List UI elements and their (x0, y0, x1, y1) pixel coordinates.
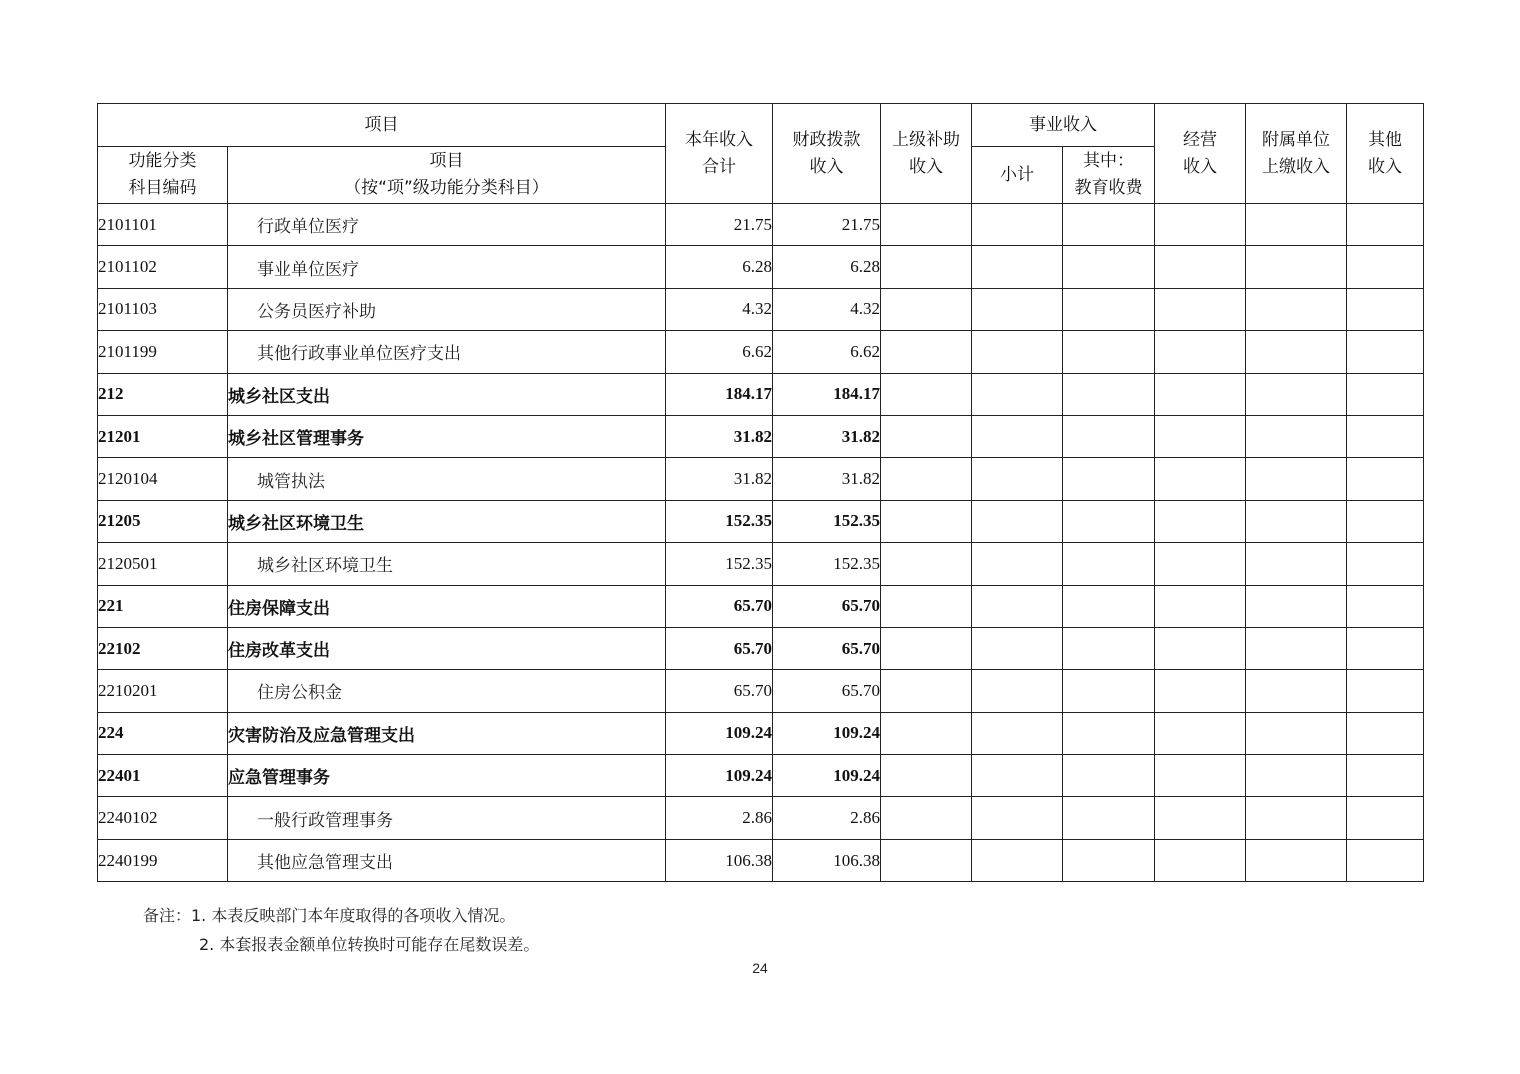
row-empty-cell (1063, 712, 1155, 754)
row-empty-cell (1246, 543, 1347, 585)
row-total: 65.70 (666, 670, 773, 712)
row-name: 城管执法 (228, 458, 666, 500)
header-subsidy-line2: 收入 (909, 156, 943, 177)
row-empty-cell (1347, 670, 1424, 712)
header-subsidy (881, 104, 972, 204)
table-row (98, 204, 1424, 246)
row-code: 224 (98, 712, 228, 754)
header-edu (1063, 147, 1155, 204)
row-empty-cell (1063, 670, 1155, 712)
row-fiscal: 152.35 (773, 543, 881, 585)
header-business: 事业收入 (972, 104, 1155, 147)
table-row (98, 288, 1424, 330)
header-other (1347, 104, 1424, 204)
header-subtotal: 小计 (972, 147, 1063, 204)
row-empty-cell (972, 373, 1063, 415)
row-total: 152.35 (666, 543, 773, 585)
row-empty-cell (881, 839, 972, 881)
row-empty-cell (972, 204, 1063, 246)
row-name: 一般行政管理事务 (228, 797, 666, 839)
row-empty-cell (1246, 204, 1347, 246)
row-empty-cell (1347, 458, 1424, 500)
row-empty-cell (972, 585, 1063, 627)
table-row (98, 712, 1424, 754)
row-empty-cell (1347, 415, 1424, 457)
row-empty-cell (1347, 246, 1424, 288)
row-empty-cell (972, 458, 1063, 500)
row-empty-cell (1155, 204, 1246, 246)
row-empty-cell (1063, 458, 1155, 500)
header-operating (1155, 104, 1246, 204)
row-name: 其他行政事业单位医疗支出 (228, 331, 666, 373)
row-empty-cell (1063, 373, 1155, 415)
row-empty-cell (1246, 415, 1347, 457)
header-name-line1: 项目 (429, 151, 464, 171)
row-empty-cell (1347, 712, 1424, 754)
row-empty-cell (972, 543, 1063, 585)
table-row (98, 627, 1424, 669)
row-fiscal: 4.32 (773, 288, 881, 330)
row-empty-cell (1155, 458, 1246, 500)
row-empty-cell (972, 627, 1063, 669)
row-empty-cell (972, 670, 1063, 712)
row-code: 2101102 (98, 246, 228, 288)
row-empty-cell (972, 288, 1063, 330)
row-total: 6.28 (666, 246, 773, 288)
row-code: 2240102 (98, 797, 228, 839)
row-empty-cell (1246, 331, 1347, 373)
note-line-1: 备注：1. 本表反映部门本年度取得的各项收入情况。 (143, 906, 516, 925)
row-code: 2210201 (98, 670, 228, 712)
row-empty-cell (1155, 797, 1246, 839)
header-code (98, 147, 228, 204)
header-fiscal (773, 104, 881, 204)
row-empty-cell (1155, 712, 1246, 754)
row-empty-cell (1246, 585, 1347, 627)
row-name: 城乡社区管理事务 (228, 415, 666, 457)
header-subsidy-line1: 上级补助 (892, 129, 960, 150)
header-other-line1: 其他 (1368, 129, 1402, 150)
row-empty-cell (881, 288, 972, 330)
row-fiscal: 6.28 (773, 246, 881, 288)
table-row (98, 755, 1424, 797)
row-empty-cell (1155, 543, 1246, 585)
row-code: 21201 (98, 415, 228, 457)
row-empty-cell (1155, 839, 1246, 881)
header-code-line1: 功能分类 (128, 151, 197, 171)
row-name: 事业单位医疗 (228, 246, 666, 288)
header-fiscal-line1: 财政拨款 (792, 129, 861, 150)
row-empty-cell (881, 543, 972, 585)
row-empty-cell (881, 585, 972, 627)
row-empty-cell (972, 712, 1063, 754)
row-empty-cell (1155, 288, 1246, 330)
row-fiscal: 65.70 (773, 670, 881, 712)
row-empty-cell (1347, 500, 1424, 542)
row-empty-cell (1347, 755, 1424, 797)
table-row (98, 670, 1424, 712)
row-empty-cell (972, 797, 1063, 839)
row-fiscal: 31.82 (773, 458, 881, 500)
row-empty-cell (1246, 839, 1347, 881)
header-name (228, 147, 666, 204)
row-fiscal: 65.70 (773, 585, 881, 627)
row-empty-cell (1063, 331, 1155, 373)
row-empty-cell (1063, 288, 1155, 330)
row-empty-cell (1347, 797, 1424, 839)
row-name: 住房保障支出 (228, 585, 666, 627)
row-empty-cell (1347, 839, 1424, 881)
row-empty-cell (881, 331, 972, 373)
row-empty-cell (972, 415, 1063, 457)
row-fiscal: 65.70 (773, 627, 881, 669)
row-empty-cell (1347, 585, 1424, 627)
income-table (97, 103, 1424, 882)
table-row (98, 331, 1424, 373)
row-empty-cell (1246, 712, 1347, 754)
row-empty-cell (1155, 627, 1246, 669)
row-total: 65.70 (666, 627, 773, 669)
row-empty-cell (881, 627, 972, 669)
row-total: 2.86 (666, 797, 773, 839)
row-empty-cell (1063, 755, 1155, 797)
row-empty-cell (1155, 500, 1246, 542)
row-total: 184.17 (666, 373, 773, 415)
row-empty-cell (1155, 373, 1246, 415)
row-fiscal: 184.17 (773, 373, 881, 415)
row-code: 221 (98, 585, 228, 627)
row-empty-cell (972, 839, 1063, 881)
row-total: 6.62 (666, 331, 773, 373)
row-total: 109.24 (666, 755, 773, 797)
header-total-line1: 本年收入 (685, 129, 753, 150)
row-empty-cell (972, 755, 1063, 797)
row-empty-cell (1246, 458, 1347, 500)
header-affiliate-line1: 附属单位 (1262, 129, 1330, 150)
row-empty-cell (1063, 543, 1155, 585)
table-row (98, 415, 1424, 457)
row-empty-cell (1246, 373, 1347, 415)
row-code: 2120104 (98, 458, 228, 500)
header-edu-line2: 教育收费 (1074, 178, 1143, 198)
header-fiscal-line2: 收入 (809, 156, 844, 177)
table-row (98, 373, 1424, 415)
row-empty-cell (881, 458, 972, 500)
header-operating-line1: 经营 (1183, 129, 1217, 150)
table-row (98, 543, 1424, 585)
header-total (666, 104, 773, 204)
row-code: 2120501 (98, 543, 228, 585)
row-total: 31.82 (666, 415, 773, 457)
row-empty-cell (1063, 585, 1155, 627)
row-name: 行政单位医疗 (228, 204, 666, 246)
row-code: 22401 (98, 755, 228, 797)
row-name: 城乡社区环境卫生 (228, 543, 666, 585)
row-empty-cell (972, 500, 1063, 542)
row-name: 其他应急管理支出 (228, 839, 666, 881)
row-empty-cell (1155, 670, 1246, 712)
row-fiscal: 109.24 (773, 712, 881, 754)
header-affiliate (1246, 104, 1347, 204)
row-name: 城乡社区环境卫生 (228, 500, 666, 542)
row-empty-cell (1063, 204, 1155, 246)
row-empty-cell (972, 331, 1063, 373)
row-code: 212 (98, 373, 228, 415)
header-other-line2: 收入 (1368, 156, 1402, 177)
row-empty-cell (881, 755, 972, 797)
row-empty-cell (1347, 627, 1424, 669)
header-affiliate-line2: 上缴收入 (1262, 156, 1330, 177)
row-code: 21205 (98, 500, 228, 542)
note-line-2: 2. 本套报表金额单位转换时可能存在尾数误差。 (199, 935, 540, 954)
row-empty-cell (881, 373, 972, 415)
row-fiscal: 152.35 (773, 500, 881, 542)
row-fiscal: 109.24 (773, 755, 881, 797)
row-empty-cell (881, 712, 972, 754)
row-total: 106.38 (666, 839, 773, 881)
row-name: 住房改革支出 (228, 627, 666, 669)
row-empty-cell (1155, 246, 1246, 288)
row-code: 22102 (98, 627, 228, 669)
row-empty-cell (1063, 627, 1155, 669)
row-empty-cell (1063, 797, 1155, 839)
row-empty-cell (881, 246, 972, 288)
table-row (98, 500, 1424, 542)
page-number: 24 (752, 960, 768, 976)
row-empty-cell (881, 797, 972, 839)
row-code: 2101101 (98, 204, 228, 246)
row-empty-cell (881, 670, 972, 712)
row-name: 住房公积金 (228, 670, 666, 712)
row-empty-cell (1246, 246, 1347, 288)
table-row (98, 246, 1424, 288)
row-name: 应急管理事务 (228, 755, 666, 797)
row-empty-cell (1246, 500, 1347, 542)
header-code-line2: 科目编码 (128, 178, 197, 198)
row-fiscal: 2.86 (773, 797, 881, 839)
header-edu-line1: 其中： (1083, 151, 1134, 171)
row-empty-cell (1347, 204, 1424, 246)
row-code: 2240199 (98, 839, 228, 881)
row-total: 109.24 (666, 712, 773, 754)
row-total: 21.75 (666, 204, 773, 246)
row-empty-cell (1246, 288, 1347, 330)
row-empty-cell (881, 500, 972, 542)
row-empty-cell (1246, 670, 1347, 712)
row-empty-cell (1063, 246, 1155, 288)
row-empty-cell (972, 246, 1063, 288)
row-empty-cell (1347, 288, 1424, 330)
row-empty-cell (1155, 331, 1246, 373)
table-row (98, 839, 1424, 881)
row-name: 公务员医疗补助 (228, 288, 666, 330)
row-empty-cell (1063, 500, 1155, 542)
row-fiscal: 31.82 (773, 415, 881, 457)
row-empty-cell (1155, 755, 1246, 797)
header-name-line2: （按“项”级功能分类科目） (344, 178, 549, 198)
table-row (98, 797, 1424, 839)
row-fiscal: 6.62 (773, 331, 881, 373)
row-empty-cell (1246, 797, 1347, 839)
header-operating-line2: 收入 (1183, 156, 1217, 177)
row-fiscal: 21.75 (773, 204, 881, 246)
row-name: 城乡社区支出 (228, 373, 666, 415)
header-total-line2: 合计 (702, 156, 736, 177)
row-empty-cell (1246, 755, 1347, 797)
row-total: 152.35 (666, 500, 773, 542)
row-empty-cell (1155, 585, 1246, 627)
row-name: 灾害防治及应急管理支出 (228, 712, 666, 754)
row-empty-cell (1063, 839, 1155, 881)
table-row (98, 458, 1424, 500)
row-empty-cell (881, 415, 972, 457)
row-empty-cell (881, 204, 972, 246)
row-total: 31.82 (666, 458, 773, 500)
row-empty-cell (1347, 373, 1424, 415)
row-empty-cell (1063, 415, 1155, 457)
row-empty-cell (1246, 627, 1347, 669)
row-total: 65.70 (666, 585, 773, 627)
header-item: 项目 (98, 104, 666, 147)
row-code: 2101103 (98, 288, 228, 330)
row-empty-cell (1347, 331, 1424, 373)
row-empty-cell (1347, 543, 1424, 585)
row-fiscal: 106.38 (773, 839, 881, 881)
row-code: 2101199 (98, 331, 228, 373)
row-empty-cell (1155, 415, 1246, 457)
row-total: 4.32 (666, 288, 773, 330)
table-row (98, 585, 1424, 627)
